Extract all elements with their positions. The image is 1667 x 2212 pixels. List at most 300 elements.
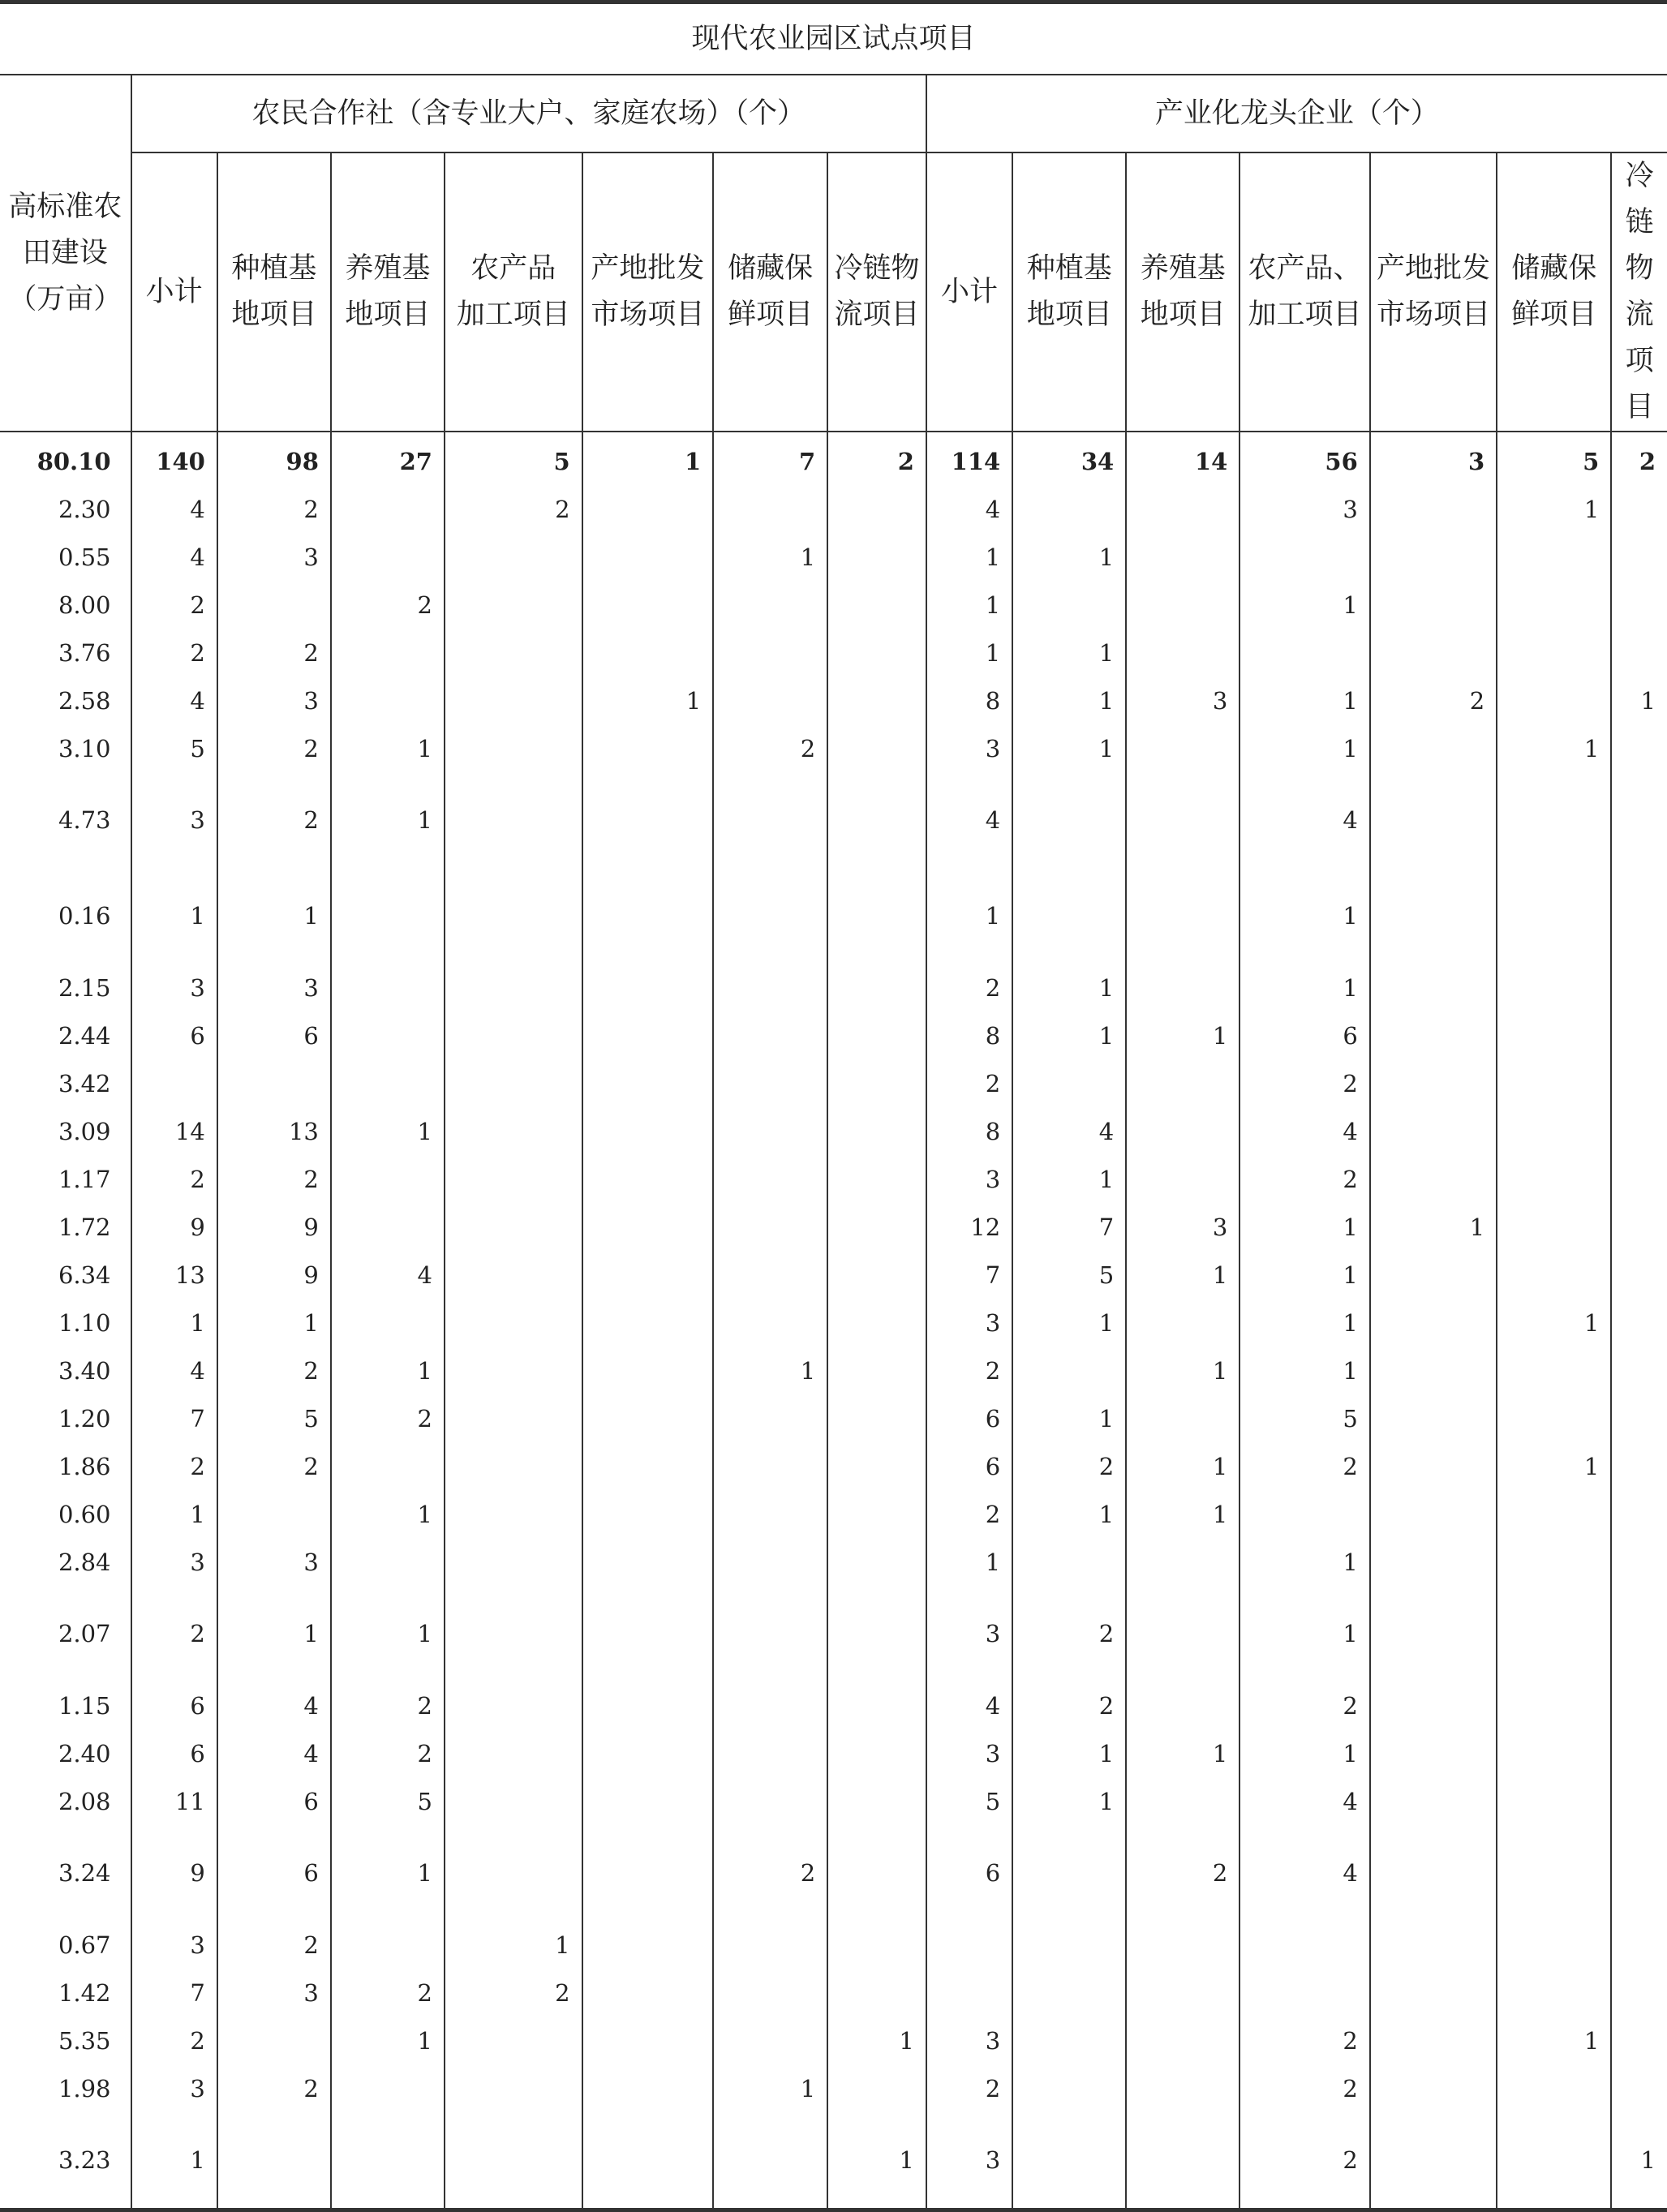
table-cell: 4 [1240, 1107, 1370, 1155]
table-cell [1370, 772, 1497, 868]
table-cell: 14 [1126, 432, 1240, 485]
table-cell: 3 [926, 1729, 1012, 1777]
table-row [0, 1059, 1667, 1107]
table-cell: 3 [131, 772, 217, 868]
table-row [0, 581, 1667, 629]
table-cell: 2 [217, 2064, 331, 2112]
table-cell [1240, 1921, 1370, 1969]
table-cell [827, 1251, 926, 1299]
table-cell [1126, 1155, 1240, 1203]
table-cell: 4 [331, 1251, 445, 1299]
table-cell: 1 [582, 432, 714, 485]
table-cell [713, 1777, 827, 1825]
table-cell: 1.86 [58, 1452, 111, 1480]
table-cell: 2 [713, 724, 827, 772]
table-cell [217, 1490, 331, 1538]
table-cell: 2 [1240, 2112, 1370, 2210]
table-cell [582, 1586, 714, 1682]
table-cell: 3.76 [58, 638, 111, 667]
table-cell [582, 1012, 714, 1059]
table-cell [1611, 1538, 1667, 1586]
table-cell [1012, 1921, 1126, 1969]
table-row [0, 2112, 1667, 2210]
table-cell: 3 [217, 1538, 331, 1586]
table-row [0, 964, 1667, 1012]
table-cell [582, 1777, 714, 1825]
table-cell: 6 [131, 1012, 217, 1059]
table-cell: 5 [331, 1777, 445, 1825]
table-cell [1012, 581, 1126, 629]
table-cell: 1 [1497, 485, 1611, 533]
table-cell [582, 2017, 714, 2064]
table-row [0, 868, 1667, 964]
table-cell: 4 [926, 772, 1012, 868]
table-cell: 3 [926, 2017, 1012, 2064]
table-cell [331, 533, 445, 581]
table-cell [1370, 724, 1497, 772]
table-cell [1497, 1777, 1611, 1825]
table-cell [1611, 1299, 1667, 1347]
table-cell [445, 964, 582, 1012]
table-cell: 11 [131, 1777, 217, 1825]
table-cell [445, 1729, 582, 1777]
table-cell [1370, 1586, 1497, 1682]
table-cell [713, 964, 827, 1012]
table-cell: 1 [1012, 629, 1126, 676]
table-cell: 1 [331, 772, 445, 868]
table-cell: 1 [1240, 724, 1370, 772]
table-cell [1497, 1969, 1611, 2017]
table-cell: 1 [1012, 1155, 1126, 1203]
table-cell: 27 [331, 432, 445, 485]
table-cell [827, 1682, 926, 1729]
table-cell [1497, 1490, 1611, 1538]
table-cell [582, 772, 714, 868]
table-cell [1012, 868, 1126, 964]
table-cell: 2 [331, 1729, 445, 1777]
table-cell [1126, 1299, 1240, 1347]
table-cell: 2 [217, 724, 331, 772]
table-cell: 3 [217, 533, 331, 581]
table-cell: 80.10 [37, 447, 111, 475]
table-cell: 3 [1126, 1203, 1240, 1251]
table-cell [1370, 1107, 1497, 1155]
table-cell [713, 1586, 827, 1682]
table-cell [713, 1107, 827, 1155]
table-cell [1012, 1538, 1126, 1586]
table-cell: 7 [131, 1394, 217, 1442]
table-cell [1497, 2112, 1611, 2210]
table-row [0, 1825, 1667, 1921]
table-cell [217, 2112, 331, 2210]
table-cell [827, 1299, 926, 1347]
table-row [0, 1729, 1667, 1777]
table-cell: 1 [331, 724, 445, 772]
table-cell [1240, 1490, 1370, 1538]
table-cell [445, 1347, 582, 1394]
table-cell: 3 [926, 1299, 1012, 1347]
enterprises-group-header: 产业化龙头企业（个） [926, 75, 1667, 152]
table-cell [582, 1347, 714, 1394]
table-cell [827, 772, 926, 868]
table-cell: 5 [1497, 432, 1611, 485]
table-cell: 1 [1126, 1490, 1240, 1538]
table-cell [1611, 1682, 1667, 1729]
table-cell: 6 [217, 1825, 331, 1921]
table-cell [445, 1299, 582, 1347]
table-cell [331, 2112, 445, 2210]
table-cell: 1 [1240, 1586, 1370, 1682]
table-cell [582, 868, 714, 964]
table-cell [1611, 772, 1667, 868]
table-cell [1497, 1586, 1611, 1682]
table-cell: 3 [131, 964, 217, 1012]
table-cell: 1 [926, 1538, 1012, 1586]
table-cell: 98 [217, 432, 331, 485]
table-cell [1370, 868, 1497, 964]
table-cell [713, 1682, 827, 1729]
table-cell [1497, 676, 1611, 724]
table-cell [1126, 1538, 1240, 1586]
table-cell: 9 [217, 1203, 331, 1251]
table-cell [713, 772, 827, 868]
table-cell: 2 [926, 1347, 1012, 1394]
table-cell: 2 [217, 629, 331, 676]
table-cell: 1 [827, 2017, 926, 2064]
table-cell [1012, 772, 1126, 868]
table-cell [1497, 1538, 1611, 1586]
table-cell [582, 533, 714, 581]
table-cell [1126, 772, 1240, 868]
coop-breeding-header: 养殖基 地项目 [331, 152, 445, 432]
table-cell: 2 [713, 1825, 827, 1921]
table-cell [582, 1059, 714, 1107]
table-cell [1370, 1394, 1497, 1442]
table-cell: 2.44 [58, 1021, 111, 1050]
table-cell: 6 [926, 1825, 1012, 1921]
table-cell [1126, 629, 1240, 676]
table-cell [1611, 1586, 1667, 1682]
table-row [0, 676, 1667, 724]
table-cell: 5 [1012, 1251, 1126, 1299]
table-cell: 1 [1240, 964, 1370, 1012]
table-cell: 2 [217, 1347, 331, 1394]
table-cell [1126, 964, 1240, 1012]
table-cell: 1 [926, 533, 1012, 581]
table-cell [1370, 2017, 1497, 2064]
table-cell [1126, 1921, 1240, 1969]
table-cell: 2 [1012, 1442, 1126, 1490]
table-row [0, 1969, 1667, 2017]
table-cell [1370, 1825, 1497, 1921]
table-cell: 1 [331, 1107, 445, 1155]
table-cell: 1 [331, 1347, 445, 1394]
table-cell [1012, 485, 1126, 533]
table-cell: 3.09 [58, 1117, 111, 1145]
table-cell: 0.60 [58, 1500, 111, 1528]
table-cell [827, 1825, 926, 1921]
table-cell: 1 [1126, 1251, 1240, 1299]
table-cell [1012, 1969, 1126, 2017]
table-cell: 1 [1370, 1203, 1497, 1251]
table-cell: 34 [1012, 432, 1126, 485]
table-cell [713, 676, 827, 724]
table-cell: 1.17 [58, 1165, 111, 1193]
table-cell: 2 [331, 1682, 445, 1729]
table-cell: 1 [1240, 1203, 1370, 1251]
table-cell: 2 [1012, 1682, 1126, 1729]
table-cell: 1 [1012, 533, 1126, 581]
enterprise-planting-header: 种植基 地项目 [1012, 152, 1126, 432]
table-cell [1370, 1777, 1497, 1825]
table-cell: 3 [926, 724, 1012, 772]
table-cell: 3.23 [0, 2112, 131, 2210]
table-cell [1611, 1729, 1667, 1777]
table-cell: 1 [1240, 676, 1370, 724]
table-cell: 3 [1126, 676, 1240, 724]
table-cell [713, 1059, 827, 1107]
table-cell [1611, 1059, 1667, 1107]
table-cell [582, 1969, 714, 2017]
table-cell [1370, 533, 1497, 581]
table-cell [827, 1442, 926, 1490]
table-cell: 1.72 [58, 1213, 111, 1241]
table-cell [827, 581, 926, 629]
table-cell [1611, 485, 1667, 533]
table-row [0, 2017, 1667, 2064]
table-cell [331, 629, 445, 676]
table-cell: 1 [1012, 1012, 1126, 1059]
table-cell: 2.07 [58, 1620, 111, 1647]
table-cell [1497, 1394, 1611, 1442]
table-cell [1497, 1729, 1611, 1777]
table-row [0, 1107, 1667, 1155]
table-cell: 2 [131, 2017, 217, 2064]
table-cell [1370, 2112, 1497, 2210]
table-cell [926, 1969, 1012, 2017]
table-cell [713, 1490, 827, 1538]
table-cell [1370, 1538, 1497, 1586]
table-cell: 9 [131, 1203, 217, 1251]
table-cell [445, 1107, 582, 1155]
table-cell: 3.40 [58, 1356, 111, 1385]
table-cell: 3 [131, 2064, 217, 2112]
table-cell [1497, 629, 1611, 676]
table-cell [713, 2017, 827, 2064]
table-cell: 6 [926, 1442, 1012, 1490]
table-cell [1370, 1299, 1497, 1347]
table-cell [827, 1394, 926, 1442]
table-cell: 1 [1240, 1251, 1370, 1299]
table-cell [713, 1729, 827, 1777]
table-row [0, 1299, 1667, 1347]
table-cell: 140 [131, 432, 217, 485]
table-cell: 1 [1126, 1012, 1240, 1059]
table-cell [1012, 1347, 1126, 1394]
table-row [0, 629, 1667, 676]
table-cell [1611, 1394, 1667, 1442]
table-cell [1497, 1825, 1611, 1921]
table-cell: 3 [926, 1586, 1012, 1682]
table-cell [1611, 581, 1667, 629]
table-cell: 3.42 [58, 1069, 111, 1097]
table-cell: 3 [1240, 485, 1370, 533]
table-cell: 1 [582, 676, 714, 724]
table-cell: 2 [926, 2064, 1012, 2112]
table-cell [1497, 1155, 1611, 1203]
table-cell [713, 1969, 827, 2017]
table-cell [1126, 1394, 1240, 1442]
table-cell [1497, 1921, 1611, 1969]
table-cell [1126, 868, 1240, 964]
table-cell [1611, 1251, 1667, 1299]
total-row [0, 432, 1667, 485]
table-cell: 1 [217, 868, 331, 964]
table-cell: 4 [131, 533, 217, 581]
table-cell [1611, 868, 1667, 964]
table-cell [582, 1442, 714, 1490]
table-cell: 0.55 [58, 543, 111, 571]
table-cell [445, 1251, 582, 1299]
table-cell: 1 [1240, 1538, 1370, 1586]
table-cell [445, 629, 582, 676]
table-cell [217, 2017, 331, 2064]
table-cell: 2 [131, 581, 217, 629]
table-cell [582, 1921, 714, 1969]
table-cell: 2 [131, 1442, 217, 1490]
table-cell: 1 [445, 1921, 582, 1969]
table-cell: 1 [1497, 1299, 1611, 1347]
table-cell [827, 1155, 926, 1203]
table-cell: 4 [131, 676, 217, 724]
table-cell [1126, 485, 1240, 533]
table-cell [131, 1059, 217, 1107]
table-cell [1126, 724, 1240, 772]
table-cell [1611, 1012, 1667, 1059]
table-cell [331, 1538, 445, 1586]
table-cell: 4 [926, 1682, 1012, 1729]
table-cell [827, 1107, 926, 1155]
table-cell [331, 2064, 445, 2112]
table-cell: 56 [1240, 432, 1370, 485]
table-cell [445, 533, 582, 581]
table-cell [1497, 1251, 1611, 1299]
table-cell [1611, 1203, 1667, 1251]
table-cell: 4 [217, 1729, 331, 1777]
table-cell [1126, 2064, 1240, 2112]
table-cell [1012, 1059, 1126, 1107]
table-cell: 1 [1012, 1490, 1126, 1538]
table-cell [1611, 964, 1667, 1012]
table-cell: 6 [926, 1394, 1012, 1442]
table-cell: 3 [131, 1921, 217, 1969]
table-cell: 1 [1240, 1729, 1370, 1777]
table-cell [1370, 1155, 1497, 1203]
table-cell [1611, 1107, 1667, 1155]
table-cell: 1 [1012, 1729, 1126, 1777]
table-cell [331, 1012, 445, 1059]
table-cell: 1 [1497, 1442, 1611, 1490]
table-cell: 1 [713, 1347, 827, 1394]
table-cell: 4 [131, 485, 217, 533]
table-cell [713, 485, 827, 533]
table-cell: 1 [1611, 2112, 1667, 2210]
table-cell: 7 [926, 1251, 1012, 1299]
table-cell [445, 1490, 582, 1538]
table-cell [827, 1203, 926, 1251]
table-cell [1126, 1107, 1240, 1155]
table-cell: 2 [926, 1059, 1012, 1107]
table-cell [445, 1059, 582, 1107]
table-cell: 8 [926, 1012, 1012, 1059]
table-cell: 1 [331, 2017, 445, 2064]
coop-processing-header: 农产品 加工项目 [445, 152, 582, 432]
table-cell: 2 [217, 1155, 331, 1203]
table-cell: 3.24 [58, 1859, 111, 1887]
table-cell [1497, 1347, 1611, 1394]
table-cell: 1 [1012, 964, 1126, 1012]
table-cell [1497, 581, 1611, 629]
table-cell [1497, 1107, 1611, 1155]
table-cell [582, 629, 714, 676]
table-cell: 5 [445, 432, 582, 485]
table-cell [827, 1969, 926, 2017]
table-cell [1370, 1442, 1497, 1490]
table-body [0, 432, 1667, 2210]
table-cell [445, 1394, 582, 1442]
table-cell: 3 [926, 2112, 1012, 2210]
table-cell [713, 2112, 827, 2210]
table-row [0, 1347, 1667, 1394]
table-cell: 3 [217, 964, 331, 1012]
table-cell: 13 [131, 1251, 217, 1299]
table-row [0, 772, 1667, 868]
table-cell: 1 [331, 1586, 445, 1682]
table-cell [1370, 629, 1497, 676]
table-cell [582, 2064, 714, 2112]
enterprise-processing-header: 农产品、 加工项目 [1240, 152, 1370, 432]
table-cell [445, 581, 582, 629]
table-cell [1370, 1251, 1497, 1299]
table-cell [1611, 1969, 1667, 2017]
table-cell: 5 [926, 1777, 1012, 1825]
table-cell [582, 964, 714, 1012]
table-cell [1370, 1012, 1497, 1059]
table-cell: 4 [131, 1347, 217, 1394]
table-row [0, 2064, 1667, 2112]
table-cell: 8.00 [58, 591, 111, 619]
table-cell: 2 [1240, 1155, 1370, 1203]
table-cell: 6 [131, 1682, 217, 1729]
table-row [0, 1251, 1667, 1299]
table-cell [1370, 1969, 1497, 2017]
table-cell [1240, 1969, 1370, 2017]
table-cell [1370, 1921, 1497, 1969]
table-cell: 2.84 [58, 1548, 111, 1576]
table-cell [331, 868, 445, 964]
table-cell: 3 [131, 1538, 217, 1586]
table-cell [445, 772, 582, 868]
table-cell: 1 [1012, 724, 1126, 772]
table-cell [827, 1347, 926, 1394]
table-cell [445, 2017, 582, 2064]
table-cell: 1 [926, 868, 1012, 964]
table-cell [1126, 2112, 1240, 2210]
table-cell [582, 1729, 714, 1777]
table-cell: 1 [1497, 2017, 1611, 2064]
table-cell [1126, 1682, 1240, 1729]
table-cell [713, 1203, 827, 1251]
